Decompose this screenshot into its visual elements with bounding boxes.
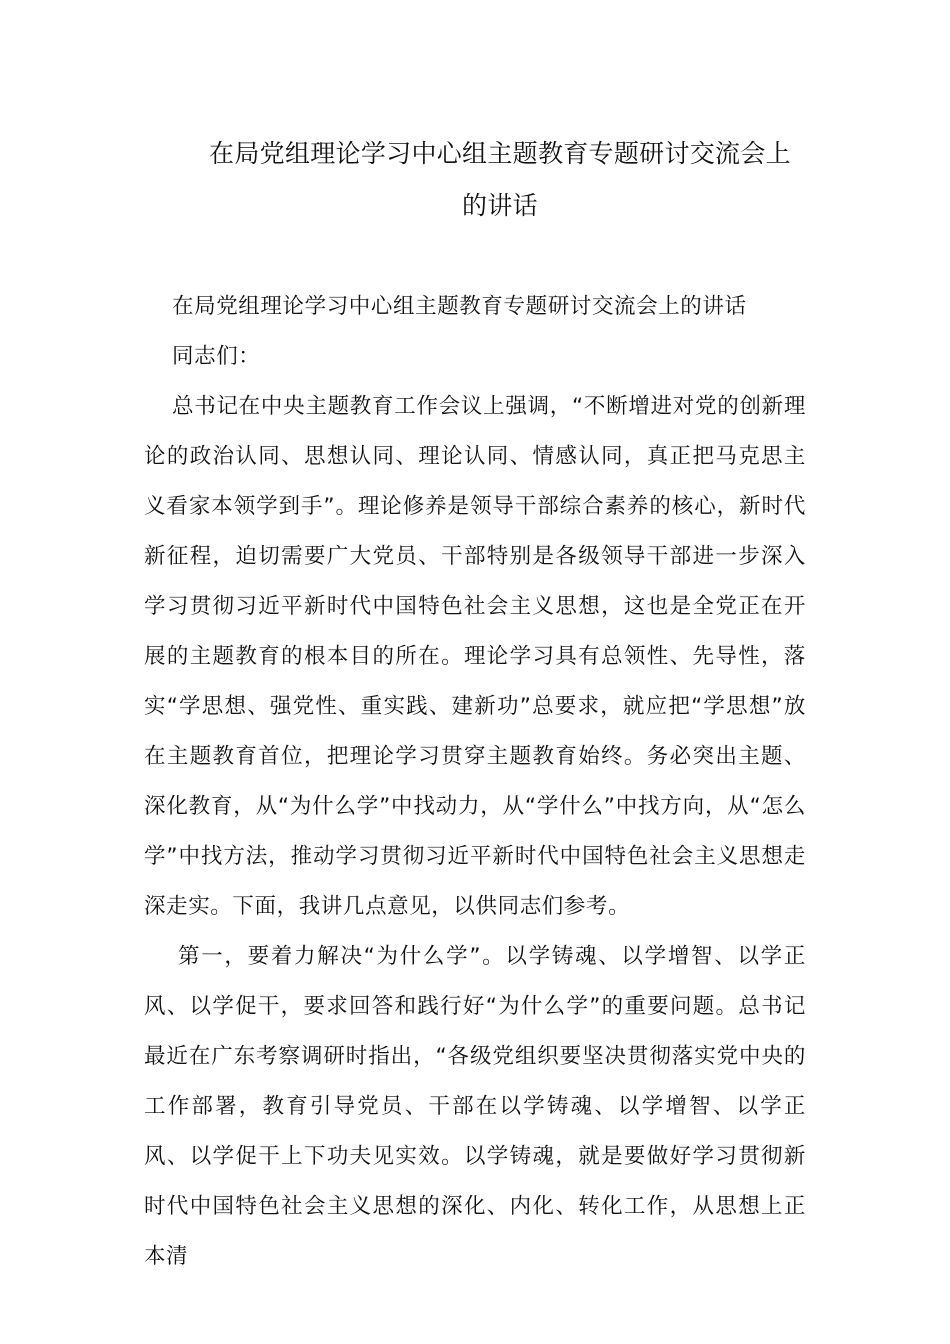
title-line-2: 的讲话 xyxy=(462,191,538,220)
first-point-paragraph: 第一，要着力解决“为什么学”。以学铸魂、以学增智、以学正风、以学促干，要求回答和践行好“为什么学”的重要问题。总书记最近在广东考察调研时指出，“各级党组织要坚决贯彻落实党中央的工作部署，教育引导党员、干部在以学铸魂、以学增智、以学正风、以学促干上下功夫见实效。以学铸魂，就是要做好学习贯彻新时代中国特色社会主义思想的深化、内化、转化工作，从思想上正本清 xyxy=(144,944,806,1269)
document-body xyxy=(144,282,806,1282)
document-title xyxy=(170,128,830,232)
intro-paragraph: 总书记在中央主题教育工作会议上强调，“不断增进对党的创新理论的政治认同、思想认同、理论认同、情感认同，真正把马克思主义看家本领学到手”。理论修养是领导干部综合素养的核心，新时代新征程，迫切需要广大党员、干部特别是各级领导干部进一步深入学习贯彻习近平新时代中国特色社会主义思想，这也是全党正在开展的主题教育的根本目的所在。理论学习具有总领性、先导性，落实“学思想、强党性、重实践、建新功”总要求，就应把“学思想”放在主题教育首位，把理论学习贯穿主题教育始终。务必突出主题、深化教育，从“为什么学”中找动力，从“学什么”中找方向，从“怎么学”中找方法，推动学习贯彻习近平新时代中国特色社会主义思想走深走实。下面，我讲几点意见，以供同志们参考。 xyxy=(144,394,806,919)
salutation-paragraph: 同志们： xyxy=(172,344,261,369)
subtitle-paragraph: 在局党组理论学习中心组主题教育专题研讨交流会上的讲话 xyxy=(172,294,747,319)
title-line-1: 在局党组理论学习中心组主题教育专题研讨交流会上 xyxy=(209,139,791,168)
